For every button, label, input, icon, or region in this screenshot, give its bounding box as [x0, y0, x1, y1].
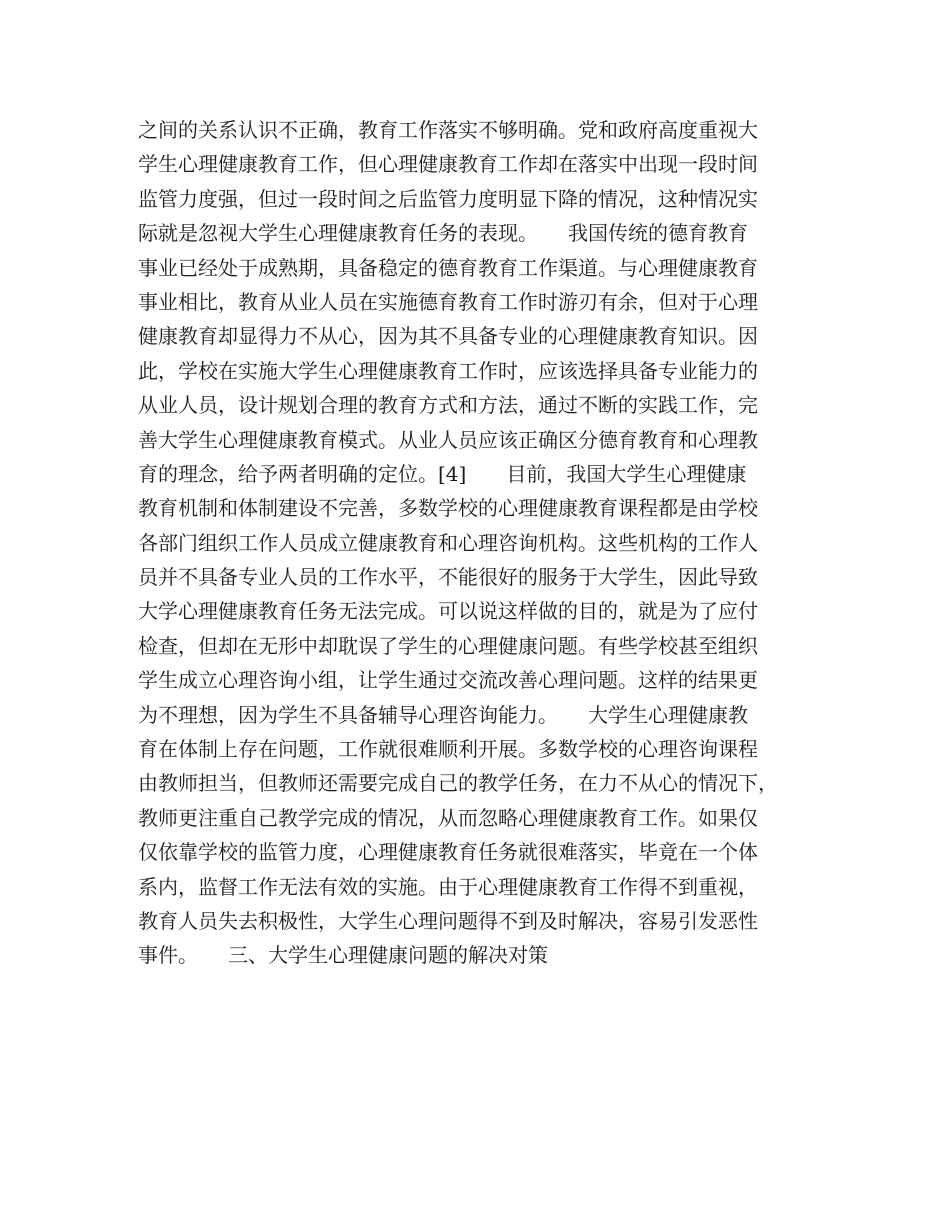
text-line: 健康教育却显得力不从心，因为其不具备专业的心理健康教育知识。因	[138, 324, 758, 349]
text-line: 员并不具备专业人员的工作水平，不能很好的服务于大学生，因此导致	[138, 565, 758, 590]
text-line: 育在体制上存在问题，工作就很难顺利开展。多数学校的心理咨询课程	[138, 737, 758, 762]
text-line: 从业人员，设计规划合理的教育方式和方法，通过不断的实践工作，完	[138, 393, 758, 418]
text-line: 学生成立心理咨询小组，让学生通过交流改善心理问题。这样的结果更	[138, 668, 758, 693]
text-line: 学生心理健康教育工作，但心理健康教育工作却在落实中出现一段时间	[138, 152, 758, 177]
text-line: 教育人员失去积极性，大学生心理问题得不到及时解决，容易引发恶性	[138, 908, 758, 933]
text-line: 为不理想，因为学生不具备辅导心理咨询能力。 大学生心理健康教	[138, 702, 748, 727]
text-line: 检查，但却在无形中却耽误了学生的心理健康问题。有些学校甚至组织	[138, 633, 758, 658]
text-line: 大学心理健康教育任务无法完成。可以说这样做的目的，就是为了应付	[138, 599, 758, 624]
text-line: 由教师担当，但教师还需要完成自己的教学任务，在力不从心的情况下，	[138, 771, 778, 796]
text-line: 此，学校在实施大学生心理健康教育工作时，应该选择具备专业能力的	[138, 358, 758, 383]
body-text	[138, 113, 828, 973]
text-line: 仅依靠学校的监管力度，心理健康教育任务就很难落实，毕竟在一个体	[138, 840, 758, 865]
text-line: 善大学生心理健康教育模式。从业人员应该正确区分德育教育和心理教	[138, 427, 758, 452]
text-line: 之间的关系认识不正确，教育工作落实不够明确。党和政府高度重视大	[138, 118, 758, 142]
text-line: 事件。 三、大学生心理健康问题的解决对策	[138, 943, 548, 968]
text-line: 系内，监督工作无法有效的实施。由于心理健康教育工作得不到重视，	[138, 874, 758, 899]
text-line: 事业已经处于成熟期，具备稳定的德育教育工作渠道。与心理健康教育	[138, 255, 758, 280]
text-line: 教育机制和体制建设不完善，多数学校的心理健康教育课程都是由学校	[138, 496, 758, 521]
text-line: 事业相比，教育从业人员在实施德育教育工作时游刃有余，但对于心理	[138, 289, 758, 314]
text-line: 际就是忽视大学生心理健康教育任务的表现。 我国传统的德育教育	[138, 221, 748, 246]
text-line: 各部门组织工作人员成立健康教育和心理咨询机构。这些机构的工作人	[138, 530, 758, 555]
text-line: 育的理念，给予两者明确的定位。[4] 目前，我国大学生心理健康	[138, 461, 747, 486]
text-line: 监管力度强，但过一段时间之后监管力度明显下降的情况，这种情况实	[138, 186, 758, 211]
text-line: 教师更注重自己教学完成的情况，从而忽略心理健康教育工作。如果仅	[138, 805, 758, 830]
